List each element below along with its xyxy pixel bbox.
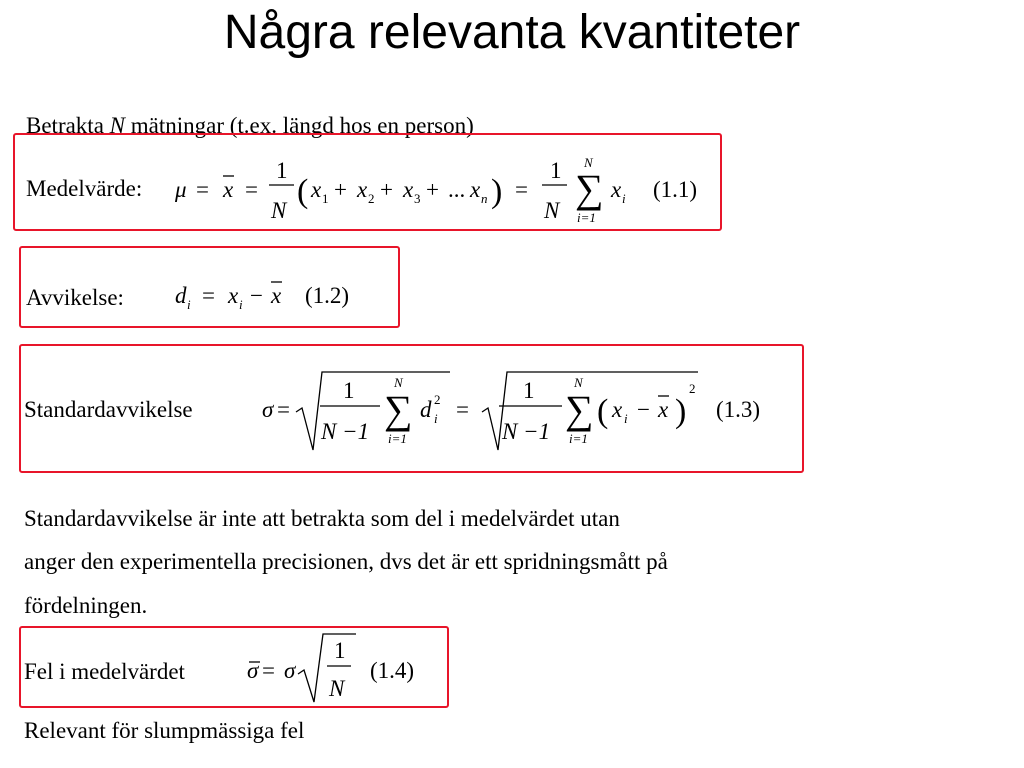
footer-text: Relevant för slumpmässiga fel xyxy=(24,718,305,743)
summation-icon: ∑ xyxy=(575,166,604,211)
svg-text:2: 2 xyxy=(434,392,441,407)
svg-text:x: x xyxy=(470,177,481,202)
svg-text:N: N xyxy=(329,676,345,701)
svg-text:i: i xyxy=(187,297,191,312)
svg-text:−: − xyxy=(250,283,263,308)
svg-text:+: + xyxy=(380,177,393,202)
svg-text:1: 1 xyxy=(322,191,329,206)
svg-text:(: ( xyxy=(297,173,309,210)
svg-text:=: = xyxy=(245,177,258,202)
svg-text:n: n xyxy=(481,191,488,206)
svg-text:1: 1 xyxy=(276,158,288,183)
svg-text:=: = xyxy=(456,397,469,422)
svg-text:i: i xyxy=(622,191,626,206)
mean-formula xyxy=(170,150,720,230)
paragraph-line-1: Standardavvikelse är inte att betrakta som del i medelvärdet utan xyxy=(24,506,620,531)
intro-var: N xyxy=(109,113,125,138)
svg-text:x: x xyxy=(658,397,669,422)
mean-label: Medelvärde: xyxy=(26,176,143,201)
deviation-formula xyxy=(170,270,395,320)
svg-text:+: + xyxy=(426,177,439,202)
equation-number-1: (1.1) xyxy=(653,177,698,202)
summation-icon: ∑ xyxy=(384,387,413,432)
svg-text:N: N xyxy=(271,198,287,223)
svg-text:=: = xyxy=(196,177,209,202)
svg-text:1: 1 xyxy=(343,378,355,403)
svg-text:N: N xyxy=(574,375,583,390)
svg-text:x: x xyxy=(403,177,414,202)
svg-text:x: x xyxy=(311,177,322,202)
stddev-label: Standardavvikelse xyxy=(24,397,193,422)
svg-text:N −1: N −1 xyxy=(321,419,370,444)
svg-text:x: x xyxy=(611,177,622,202)
svg-text:2: 2 xyxy=(689,381,696,396)
svg-text:d: d xyxy=(175,283,187,308)
intro-post: mätningar (t.ex. längd hos en person) xyxy=(125,113,474,138)
mean-error-formula xyxy=(240,630,445,706)
svg-text:∑: ∑ xyxy=(565,387,594,432)
svg-text:x: x xyxy=(223,177,234,202)
svg-text:(: ( xyxy=(597,393,609,430)
svg-text:x: x xyxy=(228,283,239,308)
paragraph-line-2: anger den experimentella precisionen, dvs det är ett spridningsmått på xyxy=(24,549,668,574)
svg-text:2: 2 xyxy=(368,191,375,206)
svg-text:=: = xyxy=(202,283,215,308)
page-title: Några relevanta kvantiteter xyxy=(223,6,801,59)
svg-text:i: i xyxy=(624,411,628,426)
svg-text:σ: σ xyxy=(284,658,296,683)
equation-number-3: (1.3) xyxy=(716,397,761,422)
svg-text:N: N xyxy=(544,198,560,223)
svg-text:...: ... xyxy=(448,177,466,202)
svg-text:N: N xyxy=(584,155,593,170)
svg-text:1: 1 xyxy=(550,158,562,183)
svg-text:x: x xyxy=(271,283,282,308)
svg-text:d: d xyxy=(420,397,432,422)
svg-text:): ) xyxy=(675,393,687,430)
svg-text:σ: σ xyxy=(247,658,259,683)
sqrt-sign xyxy=(298,634,356,702)
svg-text:=: = xyxy=(277,397,290,422)
svg-text:N −1: N −1 xyxy=(502,419,551,444)
svg-text:x: x xyxy=(357,177,368,202)
svg-text:x: x xyxy=(612,397,623,422)
svg-text:=: = xyxy=(262,658,275,683)
svg-text:1: 1 xyxy=(334,638,346,663)
stddev-formula xyxy=(258,362,788,462)
svg-text:3: 3 xyxy=(414,191,421,206)
svg-text:1: 1 xyxy=(523,378,535,403)
deviation-label: Avvikelse: xyxy=(26,285,124,310)
svg-text:i: i xyxy=(239,297,243,312)
svg-text:+: + xyxy=(334,177,347,202)
mean-error-label: Fel i medelvärdet xyxy=(24,659,185,684)
equation-number-4: (1.4) xyxy=(370,658,415,683)
svg-text:i=1: i=1 xyxy=(577,210,596,225)
intro-pre: Betrakta xyxy=(26,113,110,138)
mu-symbol: μ xyxy=(175,177,187,202)
svg-text:=: = xyxy=(515,177,528,202)
equation-number-2: (1.2) xyxy=(305,283,350,308)
svg-text:i: i xyxy=(434,411,438,426)
svg-text:−: − xyxy=(637,397,650,422)
svg-text:σ: σ xyxy=(262,397,274,422)
svg-text:N: N xyxy=(394,375,403,390)
svg-text:i=1: i=1 xyxy=(388,431,407,446)
svg-text:i=1: i=1 xyxy=(569,431,588,446)
svg-text:): ) xyxy=(491,173,503,210)
paragraph-line-3: fördelningen. xyxy=(24,593,148,618)
